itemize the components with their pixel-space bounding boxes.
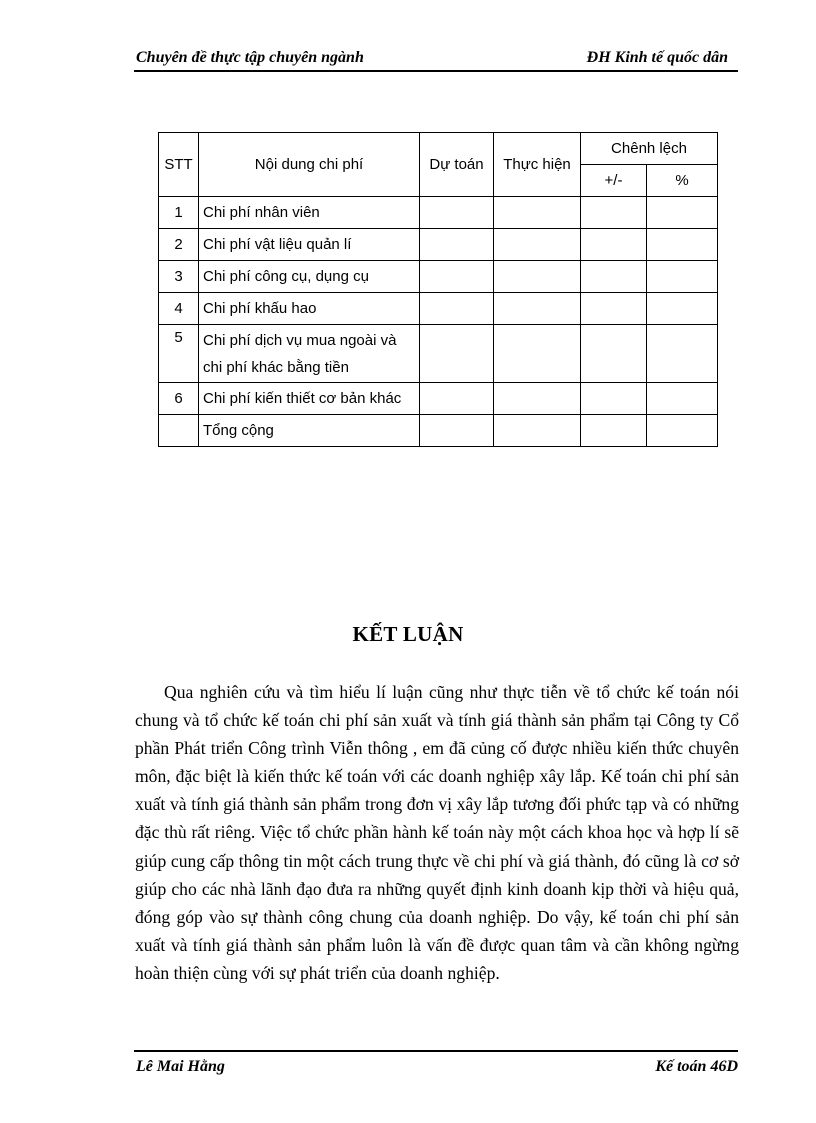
row-plus-minus <box>581 325 647 383</box>
header-percent: % <box>647 165 718 197</box>
row-actual <box>494 293 581 325</box>
row-content-line1: Chi phí dịch vụ mua ngoài và <box>203 331 397 349</box>
row-stt: 2 <box>159 229 199 261</box>
table-row <box>159 293 718 325</box>
row-plus-minus <box>581 415 647 447</box>
row-actual <box>494 383 581 415</box>
row-content: Chi phí khấu hao <box>199 293 420 325</box>
row-actual <box>494 415 581 447</box>
row-content-line2: chi phí khác bằng tiền <box>203 358 349 376</box>
table-row <box>159 261 718 293</box>
row-percent <box>647 415 718 447</box>
row-percent <box>647 293 718 325</box>
row-plus-minus <box>581 229 647 261</box>
table-header-row <box>159 133 718 165</box>
row-plus-minus <box>581 383 647 415</box>
row-content: Tổng cộng <box>199 415 420 447</box>
row-actual <box>494 261 581 293</box>
header-left-text: Chuyên đề thực tập chuyên ngành <box>136 49 364 66</box>
table-row <box>159 383 718 415</box>
row-estimate <box>420 261 494 293</box>
header-stt: STT <box>159 133 199 197</box>
row-stt: 6 <box>159 383 199 415</box>
row-percent <box>647 325 718 383</box>
row-estimate <box>420 293 494 325</box>
row-plus-minus <box>581 197 647 229</box>
row-percent <box>647 383 718 415</box>
row-stt: 3 <box>159 261 199 293</box>
row-content: Chi phí vật liệu quản lí <box>199 229 420 261</box>
row-actual <box>494 229 581 261</box>
footer-author: Lê Mai Hằng <box>136 1058 225 1075</box>
table-row <box>159 325 718 383</box>
row-estimate <box>420 415 494 447</box>
row-actual <box>494 197 581 229</box>
row-content: Chi phí công cụ, dụng cụ <box>199 261 420 293</box>
section-title: KẾT LUẬN <box>352 622 464 646</box>
row-plus-minus <box>581 293 647 325</box>
header-actual: Thực hiện <box>494 133 581 197</box>
conclusion-paragraph: Qua nghiên cứu và tìm hiểu lí luận cũng như thực tiễn về tổ chức kế toán nói chung và tổ chức kế toán chi phí sản xuất và tính giá thành sản phẩm tại Công ty Cổ phần Phát triển Công trình Viễn thông , em đã củng cố được nhiều kiến thức chuyên môn, đặc biệt là kiến thức kế toán với các doanh nghiệp xây lắp. Kế toán chi phí sản xuất và tính giá thành sản phẩm trong đơn vị xây lắp tương đối phức tạp và có những đặc thù rất riêng. Việc tổ chức phần hành kế toán này một cách khoa học và hợp lí sẽ giúp cung cấp thông tin một cách trung thực về chi phí và giá thành, đó cũng là cơ sở giúp cho các nhà lãnh đạo đưa ra những quyết định kinh doanh kịp thời và hiệu quả, đóng góp vào sự thành công chung của doanh nghiệp. Do vậy, kế toán chi phí sản xuất và tính giá thành sản phẩm luôn là vấn đề được quan tâm và cần không ngừng hoàn thiện cùng với sự phát triển của doanh nghiệp. <box>135 682 739 983</box>
table-row <box>159 197 718 229</box>
table-row <box>159 229 718 261</box>
row-content <box>199 325 420 383</box>
header-plus-minus: +/- <box>581 165 647 197</box>
page-footer <box>134 1050 738 1082</box>
row-percent <box>647 197 718 229</box>
page-header <box>134 48 738 72</box>
row-stt <box>159 415 199 447</box>
row-percent <box>647 261 718 293</box>
row-stt: 4 <box>159 293 199 325</box>
row-estimate <box>420 325 494 383</box>
cost-table <box>158 132 718 447</box>
row-actual <box>494 325 581 383</box>
row-content: Chi phí nhân viên <box>199 197 420 229</box>
row-stt: 5 <box>159 325 199 383</box>
row-estimate <box>420 197 494 229</box>
row-plus-minus <box>581 261 647 293</box>
table-total-row <box>159 415 718 447</box>
header-content: Nội dung chi phí <box>199 133 420 197</box>
row-content: Chi phí kiến thiết cơ bản khác <box>199 383 420 415</box>
footer-class: Kế toán 46D <box>655 1058 738 1075</box>
row-percent <box>647 229 718 261</box>
row-estimate <box>420 383 494 415</box>
header-estimate: Dự toán <box>420 133 494 197</box>
header-right-text: ĐH Kinh tế quốc dân <box>586 49 728 66</box>
row-stt: 1 <box>159 197 199 229</box>
header-difference: Chênh lệch <box>581 133 718 165</box>
row-estimate <box>420 229 494 261</box>
